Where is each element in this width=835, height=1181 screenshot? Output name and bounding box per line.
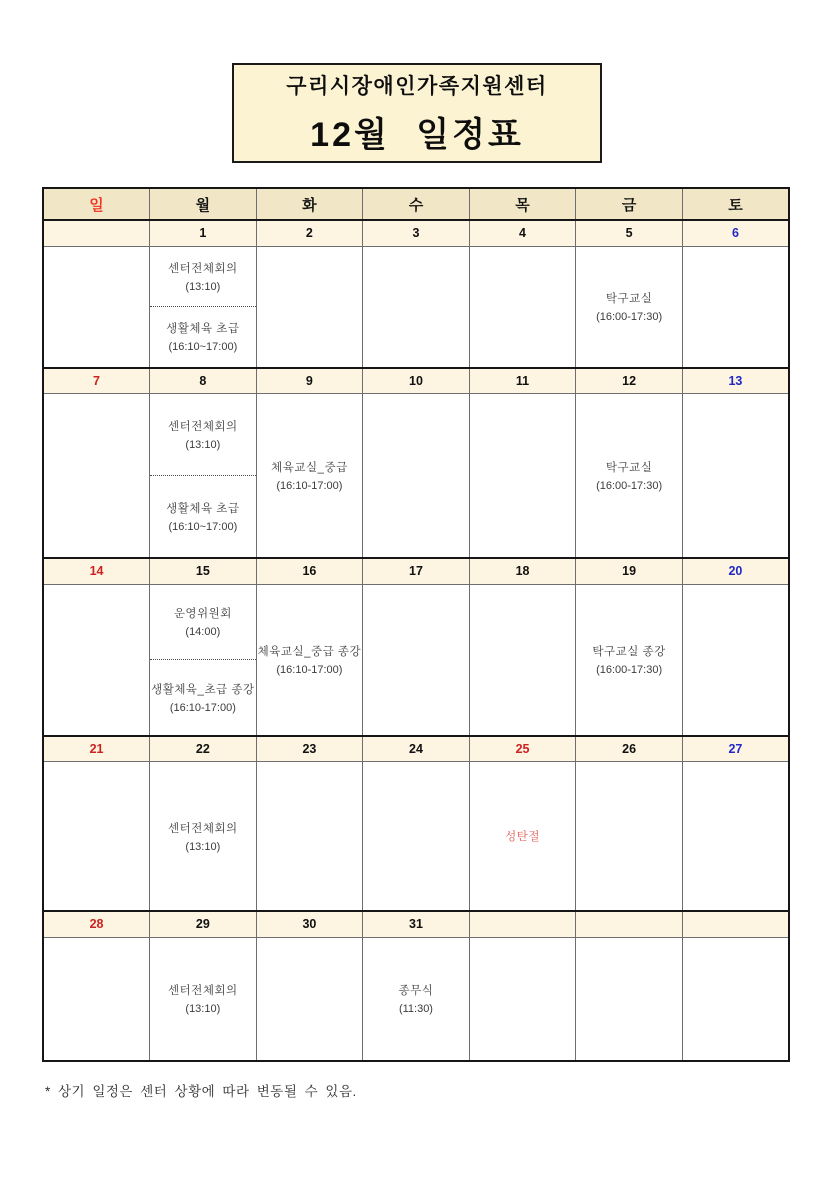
event-name: 센터전체회의: [168, 421, 238, 433]
footnote: * 상기 일정은 센터 상황에 따라 변동될 수 있음.: [45, 1084, 357, 1099]
date-cell: 14: [43, 558, 150, 584]
day-cell-content: [363, 938, 469, 1060]
event-time: (16:00-17:30): [596, 311, 663, 323]
date-cell: 16: [256, 558, 363, 584]
date-cell: 18: [469, 558, 576, 584]
day-cell: [363, 584, 470, 736]
weekday-header-5: 금: [576, 188, 683, 220]
date-cell: 7: [43, 368, 150, 394]
event-time: (16:10-17:00): [276, 480, 343, 492]
day-cell-content: [363, 247, 469, 367]
event: [150, 247, 256, 307]
date-cell: 22: [150, 736, 257, 762]
day-cell-content: [150, 394, 256, 557]
event: [470, 762, 576, 910]
event-name: 센터전체회의: [168, 985, 238, 997]
date-row: [43, 368, 789, 394]
day-cell-content: [470, 762, 576, 910]
calendar-table: [42, 187, 790, 1062]
day-cell: [682, 584, 789, 736]
day-cell: [256, 937, 363, 1061]
date-cell: 17: [363, 558, 470, 584]
event-name: 체육교실_중급 종강: [257, 646, 362, 658]
day-cell-content: [576, 762, 682, 910]
event-name: 체육교실_중급: [271, 462, 348, 474]
weekday-header-1: 월: [150, 188, 257, 220]
day-cell-content: [363, 394, 469, 557]
date-cell: [469, 911, 576, 937]
day-cell-content: [150, 938, 256, 1060]
day-cell-content: [576, 247, 682, 367]
date-cell: 13: [682, 368, 789, 394]
date-cell: 26: [576, 736, 683, 762]
org-name: 구리시장애인가족지원센터: [286, 75, 548, 98]
day-cell-content: [257, 585, 363, 735]
event-name: 탁구교실 종강: [592, 646, 666, 658]
event: [150, 394, 256, 475]
day-cell: [469, 584, 576, 736]
day-cell: [363, 394, 470, 559]
date-row: [43, 220, 789, 246]
day-cell: [363, 246, 470, 368]
date-cell: 8: [150, 368, 257, 394]
event-time: (13:10): [185, 280, 221, 293]
day-cell-content: [363, 762, 469, 910]
event-name: 운영위원회: [173, 608, 232, 621]
event-time: (16:00-17:30): [596, 664, 663, 676]
event: [576, 585, 682, 735]
day-cell: [150, 584, 257, 736]
date-cell: 21: [43, 736, 150, 762]
date-cell: 25: [469, 736, 576, 762]
day-cell: [363, 937, 470, 1061]
day-cell: [43, 584, 150, 736]
date-cell: 12: [576, 368, 683, 394]
day-cell: [150, 937, 257, 1061]
weekday-header-0: 일: [43, 188, 150, 220]
day-cell-content: [683, 247, 788, 367]
day-cell-content: [257, 762, 363, 910]
day-cell: [43, 937, 150, 1061]
event-time: (11:30): [398, 1003, 433, 1015]
day-cell-content: [683, 394, 788, 557]
day-cell: [576, 584, 683, 736]
date-cell: 4: [469, 220, 576, 246]
weekday-header-6: 토: [682, 188, 789, 220]
event-name: 생활체육_초급 종강: [151, 683, 255, 696]
day-cell-content: [150, 585, 256, 735]
event: [363, 938, 469, 1060]
events-row: [43, 394, 789, 559]
date-cell: 20: [682, 558, 789, 584]
event: [150, 762, 256, 910]
day-cell-content: [44, 394, 149, 557]
event-time: (16:10-17:00): [276, 664, 343, 676]
events-row: [43, 246, 789, 368]
day-cell: [469, 394, 576, 559]
event-name: 성탄절: [505, 831, 540, 843]
event: [150, 585, 256, 660]
date-row: [43, 911, 789, 937]
event-name: 센터전체회의: [168, 822, 238, 835]
day-cell-content: [44, 247, 149, 367]
event: [150, 476, 256, 557]
day-cell-content: [44, 762, 149, 910]
date-cell: 28: [43, 911, 150, 937]
date-cell: 3: [363, 220, 470, 246]
date-cell: 1: [150, 220, 257, 246]
date-cell: 9: [256, 368, 363, 394]
date-cell: 6: [682, 220, 789, 246]
date-cell: 27: [682, 736, 789, 762]
day-cell: [256, 246, 363, 368]
weekday-header-4: 목: [469, 188, 576, 220]
event-name: 센터전체회의: [168, 262, 238, 275]
date-cell: 29: [150, 911, 257, 937]
date-cell: 24: [363, 736, 470, 762]
event-time: (16:00-17:30): [596, 480, 663, 492]
day-cell: [43, 394, 150, 559]
event-time: (16:10-17:00): [169, 701, 236, 714]
day-cell: [256, 394, 363, 559]
events-row: [43, 937, 789, 1061]
weekday-header-2: 화: [256, 188, 363, 220]
event-name: 생활체육 초급: [166, 503, 240, 515]
day-cell-content: [363, 585, 469, 735]
event-time: (13:10): [185, 439, 221, 451]
event: [150, 307, 256, 367]
event-time: (13:10): [185, 840, 221, 853]
weekday-header-3: 수: [363, 188, 470, 220]
weekday-header-row: [43, 188, 789, 220]
day-cell: [682, 394, 789, 559]
event: [257, 394, 363, 557]
event-name: 탁구교실: [605, 462, 653, 474]
day-cell-content: [257, 394, 363, 557]
date-cell: [682, 911, 789, 937]
day-cell-content: [150, 762, 256, 910]
date-cell: 19: [576, 558, 683, 584]
day-cell-content: [576, 394, 682, 557]
event: [576, 247, 682, 367]
date-cell: 30: [256, 911, 363, 937]
date-row: [43, 558, 789, 584]
event: [150, 938, 256, 1060]
day-cell: [256, 584, 363, 736]
day-cell-content: [470, 394, 576, 557]
day-cell-content: [576, 938, 682, 1060]
date-cell: 31: [363, 911, 470, 937]
day-cell: [469, 246, 576, 368]
day-cell-content: [470, 247, 576, 367]
day-cell: [150, 762, 257, 912]
day-cell-content: [44, 938, 149, 1060]
calendar-grid: [42, 187, 790, 1062]
day-cell: [43, 246, 150, 368]
day-cell: [576, 937, 683, 1061]
date-cell: 2: [256, 220, 363, 246]
day-cell: [469, 762, 576, 912]
event-time: (14:00): [185, 626, 221, 639]
day-cell-content: [257, 938, 363, 1060]
day-cell: [682, 246, 789, 368]
day-cell: [576, 394, 683, 559]
date-cell: 23: [256, 736, 363, 762]
day-cell: [150, 246, 257, 368]
day-cell-content: [683, 938, 788, 1060]
day-cell-content: [44, 585, 149, 735]
day-cell: [150, 394, 257, 559]
event: [576, 394, 682, 557]
day-cell: [682, 762, 789, 912]
event-time: (16:10~17:00): [168, 521, 238, 533]
date-cell: [576, 911, 683, 937]
day-cell: [256, 762, 363, 912]
event: [257, 585, 363, 735]
day-cell-content: [576, 585, 682, 735]
events-row: [43, 584, 789, 736]
page-title: 12월 일정표: [310, 116, 524, 154]
event-name: 종무식: [398, 985, 434, 997]
day-cell-content: [150, 247, 256, 367]
day-cell: [363, 762, 470, 912]
date-row: [43, 736, 789, 762]
day-cell-content: [257, 247, 363, 367]
day-cell: [576, 246, 683, 368]
day-cell-content: [470, 938, 576, 1060]
day-cell: [469, 937, 576, 1061]
day-cell: [43, 762, 150, 912]
date-cell: 5: [576, 220, 683, 246]
day-cell: [576, 762, 683, 912]
events-row: [43, 762, 789, 912]
event-time: (16:10~17:00): [168, 341, 238, 354]
date-cell: 10: [363, 368, 470, 394]
title-box: [232, 63, 602, 163]
date-cell: 15: [150, 558, 257, 584]
day-cell-content: [683, 762, 788, 910]
day-cell: [682, 937, 789, 1061]
day-cell-content: [470, 585, 576, 735]
day-cell-content: [683, 585, 788, 735]
date-cell: 11: [469, 368, 576, 394]
event: [150, 660, 256, 735]
date-cell: [43, 220, 150, 246]
event-time: (13:10): [185, 1003, 221, 1015]
event-name: 탁구교실: [605, 293, 653, 305]
event-name: 생활체육 초급: [166, 323, 240, 336]
